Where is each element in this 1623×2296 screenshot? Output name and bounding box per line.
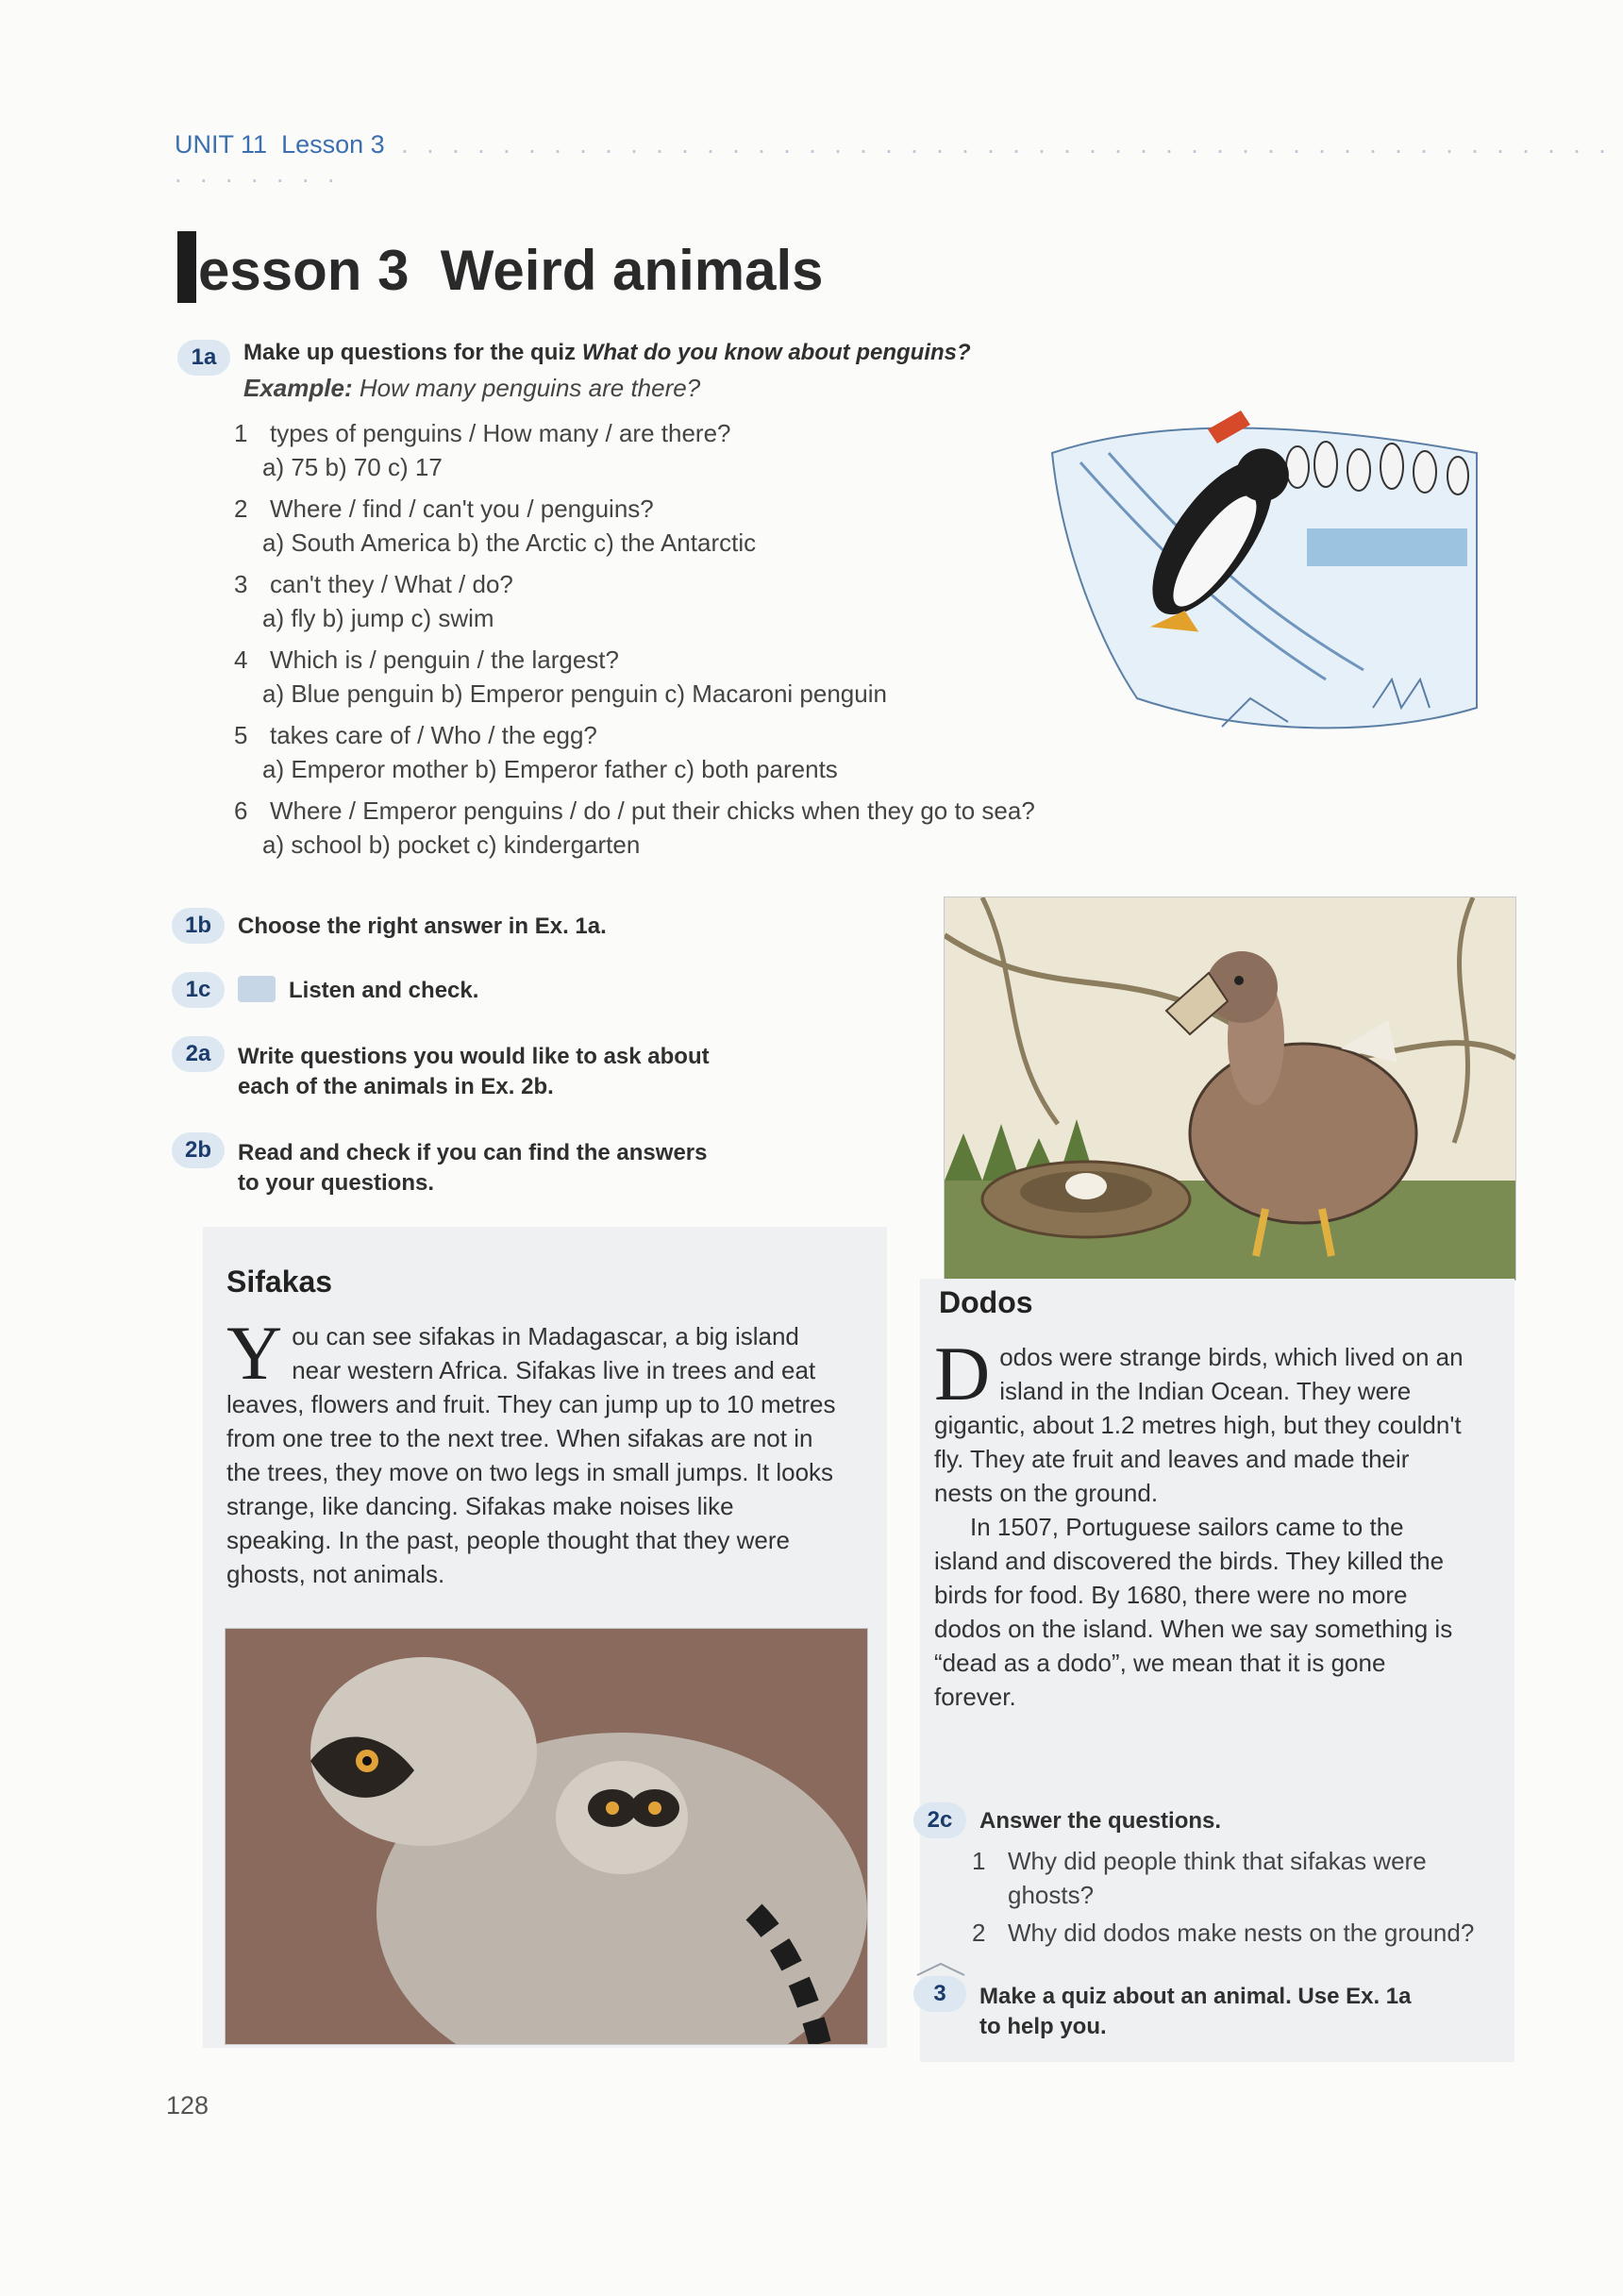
dropcap: D xyxy=(934,1331,991,1416)
sifakas-title: Sifakas xyxy=(226,1265,333,1299)
exercise-instruction: Make a quiz about an animal. Use Ex. 1a to help you. xyxy=(979,1984,1412,2039)
exercise-3 xyxy=(913,1963,1517,2042)
exercise-instruction: Read and check if you can find the answers to your questions. xyxy=(238,1140,708,1196)
dodo-illustration xyxy=(944,897,1516,1281)
header-dots: . . . . . . . . . . . . . . . . . . . . . . . . . . . . . . . . . . . . . . . . . . . . . . . . . . . . . . . xyxy=(175,130,1612,188)
sifakas-text: You can see sifakas in Madagascar, a big island near western Africa. Sifakas live in trees and eat leaves, flowers and fruit. They can jump up to 10 metres from one tree to the next tree. When sifakas are not in the trees, they move on two legs in small jumps. It looks strange, like dancing. Sifakas make noises like speaking. In the past, people thought that they were ghosts, not animals. xyxy=(226,1310,836,1588)
dodos-title: Dodos xyxy=(939,1285,1033,1319)
list-item: 4 Which is / penguin / the largest? a) Blue penguin b) Emperor penguin c) Macaroni penguin xyxy=(234,645,887,708)
list-item: 2 Where / find / can't you / penguins? a) South America b) the Arctic c) the Antarctic xyxy=(234,494,757,557)
penguin-illustration xyxy=(1024,396,1496,746)
lesson-label: Lesson 3 xyxy=(281,130,385,159)
list-item: 3 can't they / What / do? a) fly b) jump c) swim xyxy=(234,570,513,632)
exercise-number: 1b xyxy=(172,908,225,944)
list-item: 6 Where / Emperor penguins / do / put their chicks when they go to sea? a) school b) pocket c) kindergarten xyxy=(234,796,1035,859)
title-rest: esson 3 xyxy=(198,239,410,302)
exercise-2a xyxy=(172,1036,710,1102)
exercise-number: 2b xyxy=(172,1132,225,1168)
question-list xyxy=(972,1844,1517,1950)
list-item: 1 Why did people think that sifakas were ghosts? xyxy=(972,1847,1427,1909)
lemur-photo xyxy=(225,1628,868,2045)
title-initial-bar xyxy=(177,231,196,303)
page-number: 128 xyxy=(166,2091,209,2120)
quiz-title: What do you know about penguins? xyxy=(581,340,971,365)
exercise-instruction: Write questions you would like to ask about each of the animals in Ex. 2b. xyxy=(238,1044,710,1099)
house-icon xyxy=(915,1963,966,1976)
exercise-1c xyxy=(172,972,478,1008)
example-line: Example: How many penguins are there? xyxy=(243,374,701,402)
audio-cd-icon[interactable] xyxy=(238,976,276,1002)
list-item: 5 takes care of / Who / the egg? a) Emperor mother b) Emperor father c) both parents xyxy=(234,721,838,783)
title-subtitle: Weird animals xyxy=(440,239,824,302)
exercise-1a xyxy=(177,340,1149,862)
unit-label: UNIT 11 xyxy=(175,130,268,159)
page-title xyxy=(177,231,824,303)
unit-header xyxy=(175,130,1623,189)
list-item: 2 Why did dodos make nests on the ground? xyxy=(972,1919,1475,1947)
exercise-number: 1c xyxy=(172,972,225,1008)
exercise-instruction: Choose the right answer in Ex. 1a. xyxy=(238,913,607,939)
exercise-number: 1a xyxy=(177,340,230,376)
exercise-number: 2c xyxy=(913,1802,966,1838)
exercise-instruction: Listen and check. xyxy=(289,978,479,1003)
exercise-instruction: Answer the questions. xyxy=(979,1808,1222,1834)
dropcap: Y xyxy=(226,1310,283,1396)
exercise-number: 3 xyxy=(913,1976,966,2012)
exercise-number: 2a xyxy=(172,1036,225,1072)
question-list xyxy=(234,416,1149,862)
exercise-2c xyxy=(913,1802,1517,1950)
exercise-2b xyxy=(172,1132,707,1198)
dodos-text: Dodos were strange birds, which lived on an island in the Indian Ocean. They were gigantic, about 1.2 metres high, but they couldn't fly. They ate fruit and leaves and made their nests on the ground. In 1507, Portuguese sailors came to the island and discovered the birds. They killed the birds for food. By 1680, there were no more dodos on the island. When we say something is “dead as a dodo”, we mean that it is gone forever. xyxy=(934,1331,1464,1711)
exercise-1b xyxy=(172,908,607,944)
exercise-instruction: Make up questions for the quiz What do you know about penguins? xyxy=(243,340,971,365)
list-item: 1 types of penguins / How many / are there? a) 75 b) 70 c) 17 xyxy=(234,419,731,481)
